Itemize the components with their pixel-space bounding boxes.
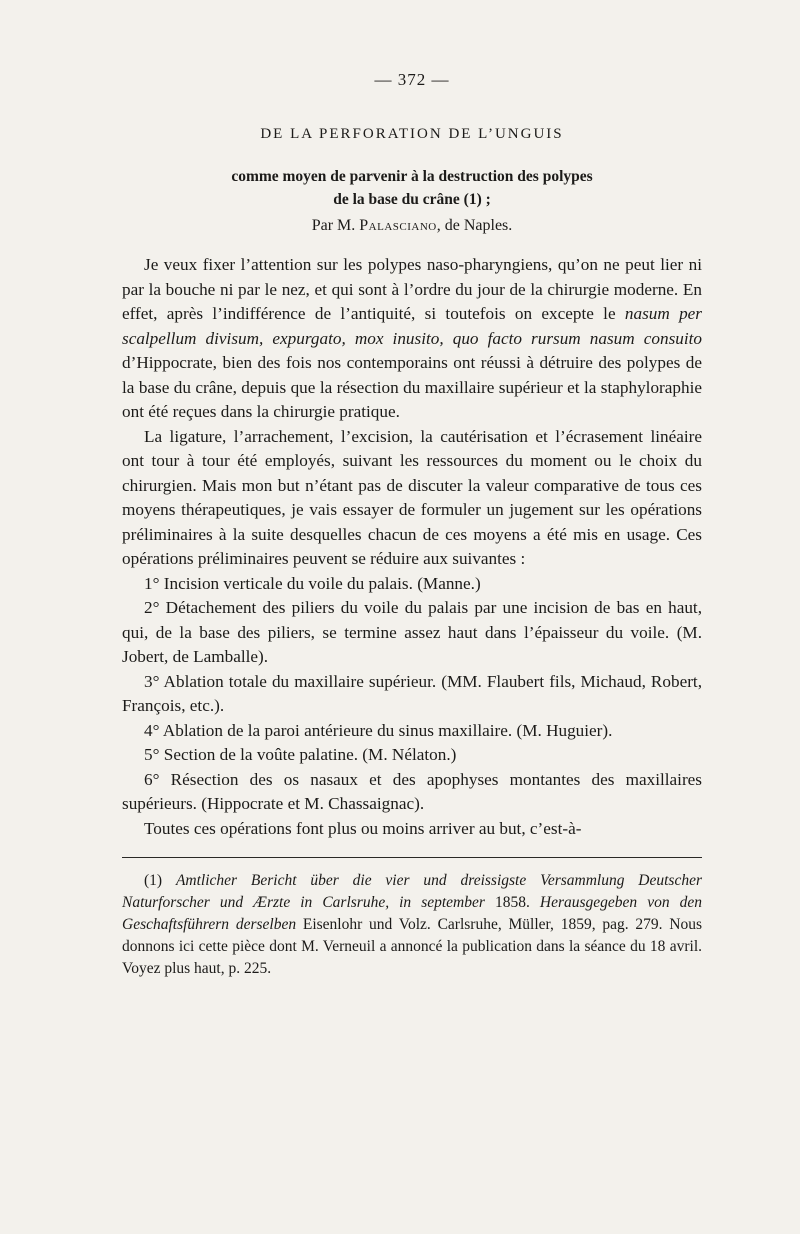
article-subtitle	[158, 165, 666, 211]
subtitle-line-1: comme moyen de parvenir à la destruction des polypes	[231, 168, 593, 185]
page	[122, 70, 702, 980]
author-line	[122, 217, 702, 235]
list-item: 2° Détachement des piliers du voile du palais par une incision de bas en haut, qui, de la base des piliers, se termine assez haut dans l’épaisseur du voile. (M. Jobert, de Lamballe).	[122, 598, 702, 666]
page-number: — 372 —	[374, 70, 450, 89]
list-item: 5° Section de la voûte palatine. (M. Nélaton.)	[144, 745, 457, 764]
paragraph-last: Toutes ces opérations font plus ou moins arriver au but, c’est-à-	[144, 818, 582, 838]
article-title: DE LA PERFORATION DE L’UNGUIS	[260, 126, 564, 142]
paragraph-2: La ligature, l’arrachement, l’excision, la cautérisation et l’écrasement linéaire ont tour à tour été employés, suivant les ressources du moment ou le choix du chirurgien. Mais mon but n’étant pas de discuter la valeur comparative de tous ces moyens thérapeutiques, je vais essayer de formuler un jugement sur les opérations préliminaires à la suite desquelles chacun de ces moyens a été mis en usage. Ces opérations préliminaires peuvent se réduire aux suivantes :	[122, 426, 702, 568]
list-item: 1° Incision verticale du voile du palais. (Manne.)	[144, 573, 481, 593]
list-item: 3° Ablation totale du maxillaire supérieur. (MM. Flaubert fils, Michaud, Robert, François, etc.).	[122, 671, 702, 715]
article-body	[122, 253, 702, 841]
footnote-divider	[122, 857, 702, 858]
author-suffix: , de Naples.	[436, 217, 513, 234]
paragraph-1: Je veux fixer l’attention sur les polypes naso-pharyngiens, qu’on ne peut lier ni par la bouche ni par le nez, et qui sont à l’ordre du jour de la chirurgie moderne. En effet, après l’indifférence de l’antiquité, si toutefois on excepte le nasum per scalpellum divisum, expurgato, mox inusito, quo facto rursum nasum consuito d’Hippocrate, bien des fois nos contemporains ont réussi à détruire des polypes de la base du crâne, depuis que la résection du maxillaire supérieur et la staphyloraphie ont été reçues dans la chirurgie pratique.	[122, 255, 702, 421]
footnote	[122, 870, 702, 980]
list-item: 6° Résection des os nasaux et des apophyses montantes des maxillaires supérieurs. (Hippocrate et M. Chassaignac).	[122, 769, 702, 813]
author-name: Palasciano	[359, 217, 437, 234]
author-prefix: Par M.	[311, 217, 360, 234]
list-item: 4° Ablation de la paroi antérieure du sinus maxillaire. (M. Huguier).	[144, 720, 613, 740]
footnote-text: (1) Amtlicher Bericht über die vier und dreissigste Versammlung Deutscher Naturforscher und Ærzte in Carlsruhe, in september 1858. Herausgegeben von den Geschaftsführern derselben Eisenlohr und Volz. Carlsruhe, Müller, 1859, pag. 279. Nous donnons ici cette pièce dont M. Verneuil a annoncé la publication dans la séance du 18 avril. Voyez plus haut, p. 225.	[122, 872, 703, 977]
subtitle-line-2: de la base du crâne (1) ;	[333, 191, 491, 208]
latin-quote: nasum per scalpellum divisum, expurgato, mox inusito, quo facto rursum nasum consuito	[122, 304, 702, 348]
